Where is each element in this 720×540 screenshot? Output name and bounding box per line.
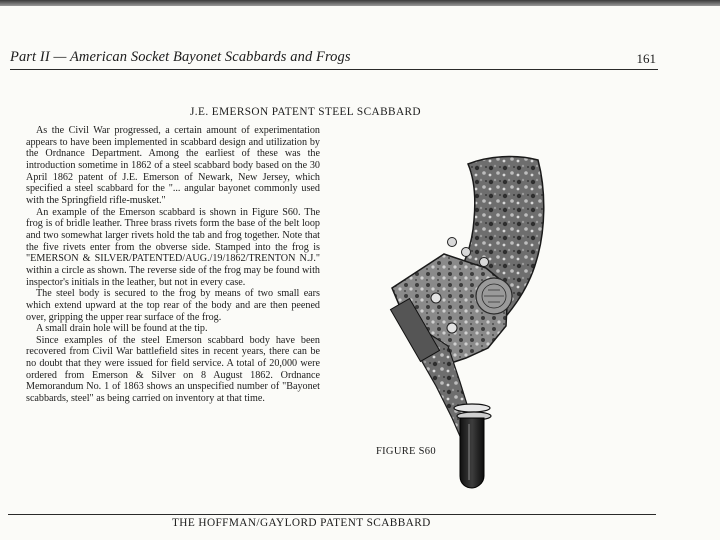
- paragraph: As the Civil War progressed, a certain amount of experimentation appears to have been implemented in scabbard design and utilization by the Ordnance Department. Among the earliest of these was the introduction sometime in 1862 of a steel scabbard body based on the 30 April 1862 patent of J.E. Emerson of Newark, New Jersey, which specified a steel scabbard for the "... angular bayonet commonly used with the Springfield rifle-musket.": [26, 125, 320, 206]
- running-header: [10, 47, 658, 70]
- section-divider: [8, 514, 656, 515]
- figure-caption: FIGURE S60: [376, 446, 436, 457]
- rivet: [431, 293, 441, 303]
- section-title: J.E. EMERSON PATENT STEEL SCABBARD: [190, 106, 421, 118]
- running-header-title: Part II — American Socket Bayonet Scabbards and Frogs: [10, 49, 351, 65]
- collar-ring: [454, 404, 490, 412]
- page-number: 161: [636, 51, 656, 66]
- paragraph: An example of the Emerson scabbard is shown in Figure S60. The frog is of bridle leather. Three brass rivets form the base of the belt loop and two somewhat larger rivets hold the tab and frog together. Note that the five rivets enter from the obverse side. Stamped into the frog is "EMERSON & SILVER/PATENTED/AUG./19/1862/TRENTON N.J." within a circle as shown. The reverse side of the frog may be found with inspector's initials in the leather, but not in every case.: [26, 206, 320, 288]
- paragraph: A small drain hole will be found at the tip.: [36, 323, 208, 335]
- rivet: [448, 238, 457, 247]
- rivet: [447, 323, 457, 333]
- scabbard-tip: [460, 418, 484, 488]
- rivet: [480, 258, 489, 267]
- paragraph: Since examples of the steel Emerson scabbard body have been recovered from Civil War battlefield sites in recent years, there can be no doubt that they were issued for field service. A total of 20,000 were ordered from Emerson & Silver on 8 August 1862. Ordnance Memorandum No. 1 of 1863 shows an unspecified number of "Bayonet scabbards, steel" as being carried on inventory at that time.: [26, 334, 320, 405]
- next-section-title: THE HOFFMAN/GAYLORD PATENT SCABBARD: [172, 517, 431, 529]
- body-text: [26, 125, 320, 405]
- page-edge-shadow: [0, 0, 720, 6]
- paragraph: The steel body is secured to the frog by means of two small ears which extend upward at the top rear of the body and are then peened over, gripping the upper rear surface of the frog.: [26, 288, 320, 323]
- rivet: [462, 248, 471, 257]
- scabbard-photo: [348, 150, 588, 490]
